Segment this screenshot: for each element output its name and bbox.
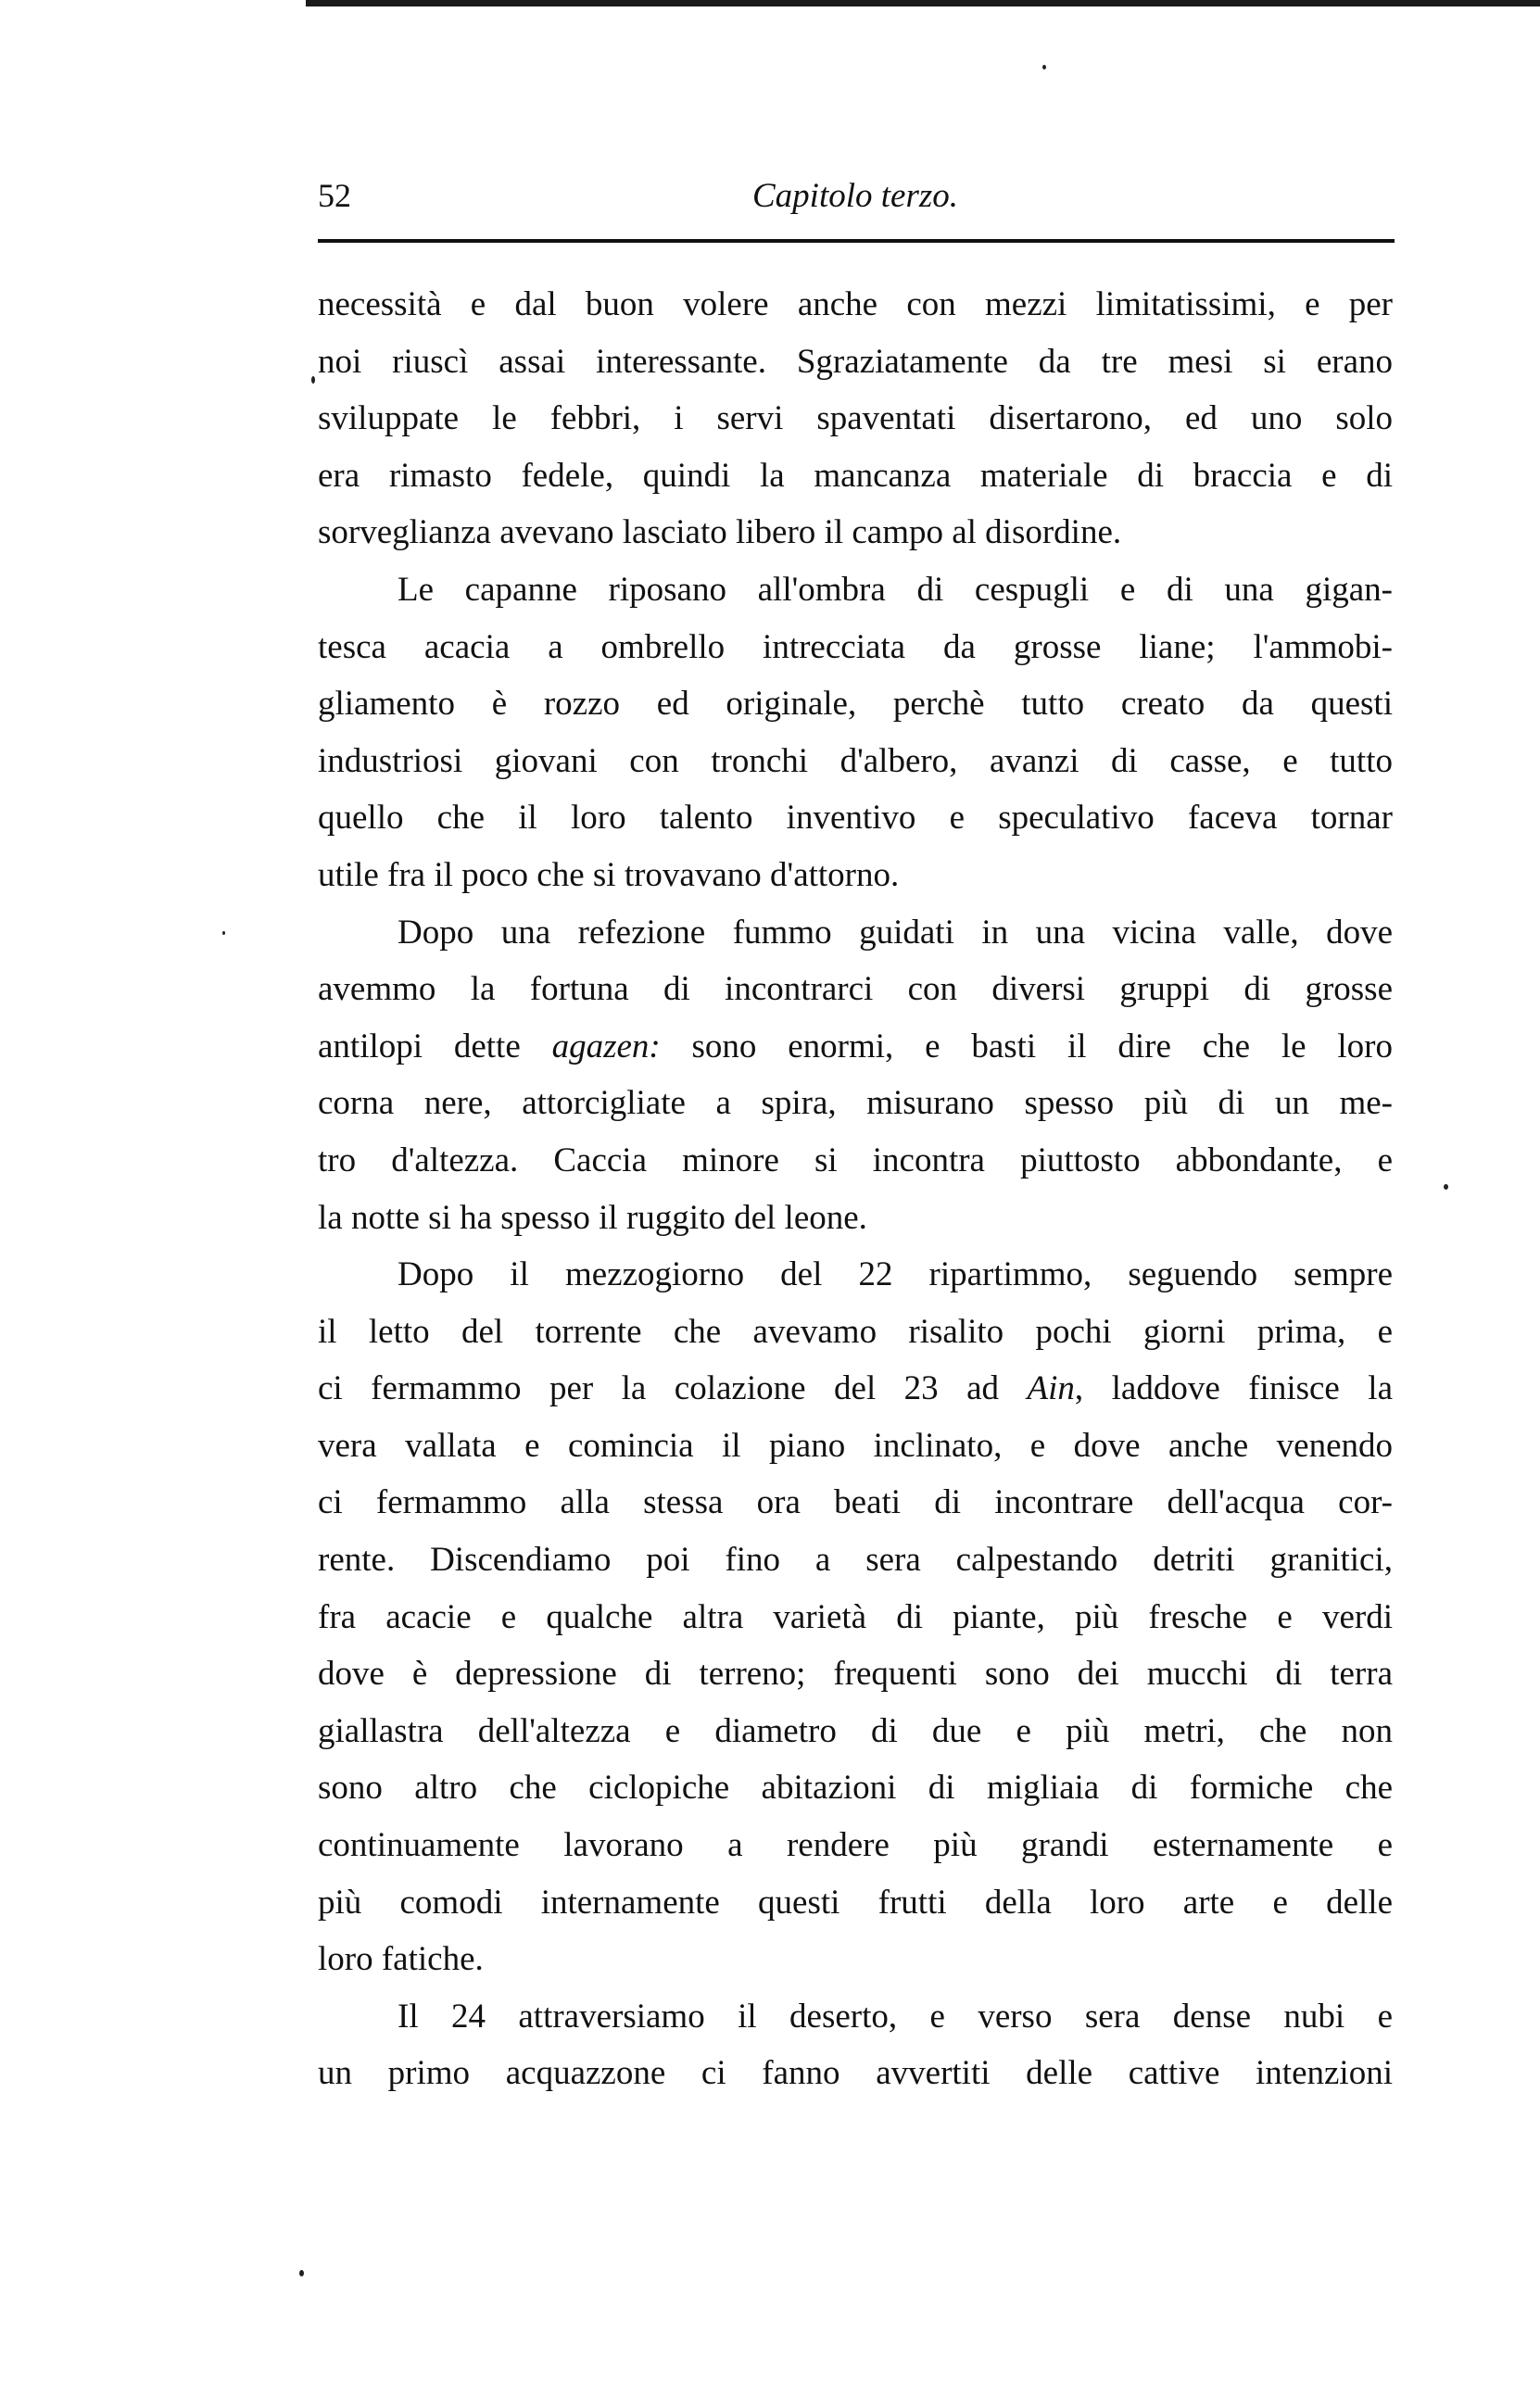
text-segment: sviluppate le febbri, i servi spaventati disertarono, ed uno solo — [318, 399, 1393, 438]
text-segment: ci fermammo alla stessa ora beati di incontrare dell'acqua cor- — [318, 1483, 1393, 1522]
text-segment: vera vallata e comincia il piano inclinato, e dove anche venendo — [318, 1426, 1393, 1465]
text-segment: fra acacie e qualche altra varietà di piante, più fresche e verdi — [318, 1597, 1393, 1636]
text-line — [318, 1931, 1393, 1988]
text-line — [318, 1645, 1393, 1703]
text-line — [318, 733, 1393, 790]
paragraph — [318, 904, 1393, 1247]
text-segment: avemmo la fortuna di incontrarci con diversi gruppi di grosse — [318, 970, 1393, 1009]
text-segment: antilopi dette — [318, 1027, 552, 1065]
scan-speck — [299, 2270, 304, 2276]
text-segment: Dopo il mezzogiorno del 22 ripartimmo, seguendo sempre — [398, 1255, 1393, 1294]
scan-speck — [222, 931, 225, 935]
text-segment: tesca acacia a ombrello intrecciata da grosse liane; l'ammobi- — [318, 627, 1393, 666]
text-segment: necessità e dal buon volere anche con mezzi limitatissimi, e per — [318, 285, 1393, 323]
text-segment: , laddove finisce la — [1074, 1369, 1393, 1408]
text-segment: quello che il loro talento inventivo e speculativo faceva tornar — [318, 799, 1393, 838]
body-text — [318, 276, 1393, 2102]
page-number: 52 — [318, 177, 351, 214]
text-segment: corna nere, attorcigliate a spira, misurano spesso più di un me- — [318, 1084, 1393, 1123]
text-segment: continuamente lavorano a rendere più grandi esternamente e — [318, 1826, 1393, 1865]
text-line — [318, 1360, 1393, 1418]
text-line — [318, 1474, 1393, 1532]
text-segment: sorveglianza avevano lasciato libero il campo al disordine. — [318, 513, 1122, 552]
header-rule — [318, 239, 1395, 243]
text-segment: Il 24 attraversiamo il deserto, e verso sera dense nubi e — [398, 1997, 1393, 2036]
running-title: Capitolo terzo. — [751, 177, 959, 215]
text-line — [318, 1018, 1393, 1076]
scan-speck — [311, 376, 315, 384]
text-segment: noi riuscì assai interessante. Sgraziatamente da tre mesi si erano — [318, 342, 1393, 381]
text-line — [318, 1703, 1393, 1760]
text-segment: industriosi giovani con tronchi d'albero, avanzi di casse, e tutto — [318, 741, 1393, 780]
scan-speck — [1042, 65, 1046, 69]
scan-edge-bar — [306, 0, 1540, 6]
text-line — [318, 1874, 1393, 1932]
text-segment: Le capanne riposano all'ombra di cespugli e di una gigan- — [398, 570, 1393, 609]
text-line — [318, 847, 1393, 904]
text-line — [318, 961, 1393, 1018]
text-line — [318, 1817, 1393, 1874]
text-segment: dove è depressione di terreno; frequenti sono dei mucchi di terra — [318, 1655, 1393, 1694]
text-line — [318, 675, 1393, 733]
text-segment: giallastra dell'altezza e diametro di due e più metri, che non — [318, 1711, 1393, 1750]
text-line — [318, 448, 1393, 505]
text-segment: un primo acquazzone ci fanno avvertiti delle cattive intenzioni — [318, 2054, 1393, 2093]
text-segment: rente. Discendiamo poi fino a sera calpestando detriti granitici, — [318, 1541, 1393, 1580]
text-segment: più comodi internamente questi frutti della loro arte e delle — [318, 1883, 1393, 1922]
text-segment: loro fatiche. — [318, 1940, 484, 1979]
text-line — [318, 1532, 1393, 1589]
text-line — [318, 1132, 1393, 1190]
text-segment: la notte si ha spesso il ruggito del leone. — [318, 1198, 867, 1237]
text-line — [318, 390, 1393, 448]
text-line — [318, 1418, 1393, 1475]
text-line — [318, 1759, 1393, 1817]
italic-term: Ain — [1027, 1369, 1075, 1408]
text-segment: sono enormi, e basti il dire che le loro — [660, 1027, 1393, 1065]
text-line — [318, 1304, 1393, 1361]
text-line — [318, 1589, 1393, 1646]
text-segment: utile fra il poco che si trovavano d'attorno. — [318, 855, 900, 894]
text-segment: ci fermammo per la colazione del 23 ad — [318, 1369, 1028, 1408]
paragraph — [318, 1246, 1393, 1988]
italic-term: agazen: — [551, 1027, 661, 1065]
text-line — [318, 789, 1393, 847]
page-header — [318, 167, 1393, 232]
text-segment: gliamento è rozzo ed originale, perchè tutto creato da questi — [318, 685, 1393, 724]
text-line — [318, 1246, 1393, 1304]
text-line — [318, 619, 1393, 676]
text-segment: sono altro che ciclopiche abitazioni di migliaia di formiche che — [318, 1769, 1393, 1808]
text-line — [318, 1190, 1393, 1247]
text-line — [318, 904, 1393, 962]
paragraph — [318, 561, 1393, 904]
text-line — [318, 1075, 1393, 1132]
text-segment: era rimasto fedele, quindi la mancanza materiale di braccia e di — [318, 456, 1393, 495]
text-line — [318, 2045, 1393, 2102]
text-line — [318, 561, 1393, 619]
text-line — [318, 334, 1393, 391]
text-line — [318, 504, 1393, 561]
text-segment: tro d'altezza. Caccia minore si incontra piuttosto abbondante, e — [318, 1141, 1393, 1179]
paragraph — [318, 1988, 1393, 2102]
scan-speck — [1444, 1184, 1448, 1190]
text-segment: il letto del torrente che avevamo risalito pochi giorni prima, e — [318, 1312, 1393, 1351]
text-line — [318, 1988, 1393, 2046]
text-line — [318, 276, 1393, 334]
paragraph — [318, 276, 1393, 561]
text-segment: Dopo una refezione fummo guidati in una vicina valle, dove — [398, 913, 1393, 952]
